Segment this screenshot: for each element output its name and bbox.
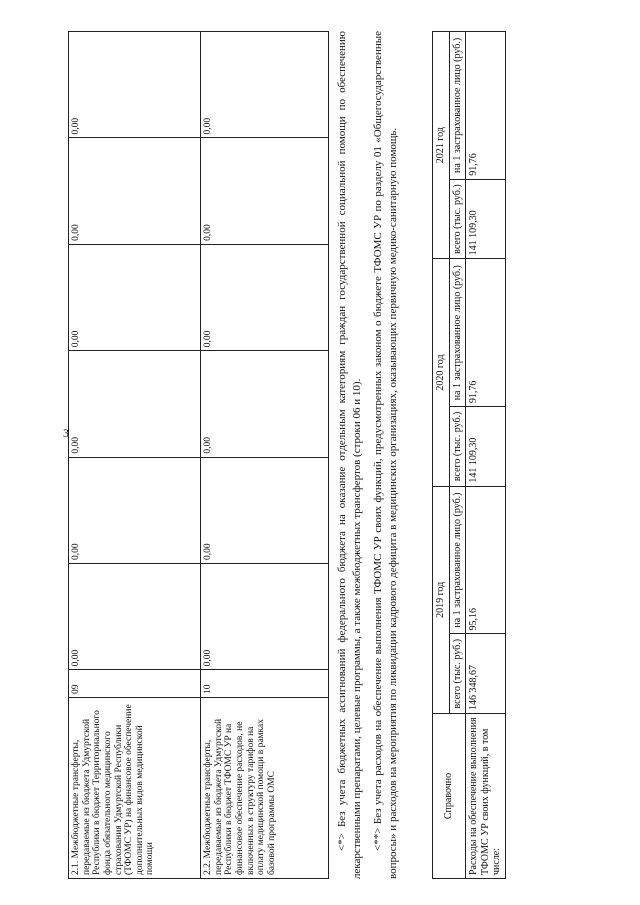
cell-value: 0,00 [69,351,201,457]
cell-value: 0,00 [201,457,329,563]
table-row [466,32,506,879]
subheader-total: всего (тыс. руб.) [449,407,466,487]
cell-value: 95,16 [466,486,506,634]
subheader-per-person: на 1 застрахованное лицо (руб.) [449,32,466,180]
cell-value: 141 109,30 [466,407,506,487]
row-label: Расходы на обеспечение выполнения ТФОМС УР своих функций, в том числе: [466,714,506,879]
cell-value: 91,76 [466,259,506,407]
cell-value: 0,00 [201,32,329,138]
cell-value: 91,76 [466,32,506,180]
header-year-2019: 2019 год [433,486,450,713]
reference-table [432,31,506,879]
cell-value: 0,00 [69,244,201,350]
cell-value: 146 348,67 [466,634,506,714]
footnote-1: <*> Без учета бюджетных ассигнований федерального бюджета на оказание отдельным категориям граждан государственной социальной помощи по обеспечению лекарственными препаратами, целевые программы, а также межбюджетных трансфертов (строки 06 и 10). [336,31,363,879]
header-reference: Справочно [433,714,466,879]
cell-value: 0,00 [201,244,329,350]
row-code: 10 [201,670,329,698]
table-row [69,32,201,879]
header-year-2020: 2020 год [433,259,450,486]
table-row [201,32,329,879]
row-name: 2.1. Межбюджетные трансферты, передаваемые из бюджета Удмуртской Республики в бюджет Территориального фонда обязательного медицинского страхования Удмуртской Республики (ТФОМС УР) на финансовое обеспечение дополнительных видов медицинской помощи [69,697,201,878]
subheader-total: всего (тыс. руб.) [449,634,466,714]
footnotes [335,31,406,879]
cell-value: 0,00 [69,563,201,669]
cell-value: 0,00 [201,563,329,669]
cell-value: 0,00 [69,32,201,138]
subheader-total: всего (тыс. руб.) [449,179,466,259]
page-number: 3 [63,426,69,440]
header-year-2021: 2021 год [433,32,450,259]
row-name: 2.2. Межбюджетные трансферты, передаваемые из бюджета Удмуртской Республики в бюджет ТФОМС УР на финансовое обеспечение расходов, не включенных в структуру тарифов на оплату медицинской помощи в рамках базовой программы ОМС [201,697,329,878]
header-row [433,32,450,879]
subheader-per-person: на 1 застрахованное лицо (руб.) [449,259,466,407]
footnote-2: <**> Без учета расходов на обеспечение выполнения ТФОМС УР своих функций, предусмотренных законом о бюджете ТФОМС УР по разделу 01 «Общегосударственные вопросы» и расходов на мероприятия по ликвидации кадрового дефицита в медицинских организациях, оказывающих первичную медико-санитарную помощь. [371,31,399,879]
cell-value: 141 109,30 [466,179,506,259]
cell-value: 0,00 [201,351,329,457]
cell-value: 0,00 [69,457,201,563]
cell-value: 0,00 [201,138,329,244]
cell-value: 0,00 [69,138,201,244]
row-code: 09 [69,670,201,698]
subheader-per-person: на 1 застрахованное лицо (руб.) [449,486,466,634]
funding-table [68,31,329,879]
